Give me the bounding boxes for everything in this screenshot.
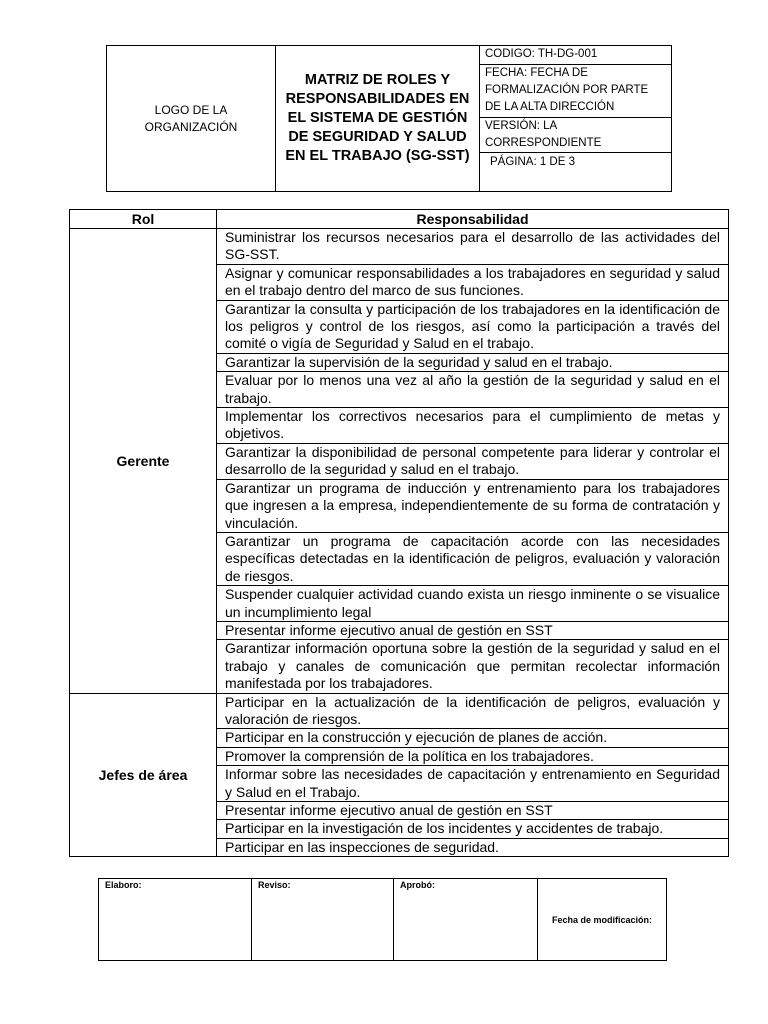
roles-table-body bbox=[70, 229, 729, 857]
responsibility-cell: Suspender cualquier actividad cuando exista un riesgo inminente o se visualice un incumplimiento legal bbox=[217, 586, 729, 622]
responsibility-cell: Presentar informe ejecutivo anual de gestión en SST bbox=[217, 621, 729, 639]
document-header bbox=[106, 45, 672, 192]
codigo-field: CODIGO: TH-DG-001 bbox=[480, 46, 672, 65]
responsibility-cell: Garantizar un programa de capacitación acorde con las necesidades específicas detectadas en la identificación de peligros, evaluación y valoración de riesgos. bbox=[217, 532, 729, 585]
fecha-field: FECHA: FECHA DE FORMALIZACIÓN POR PARTE DE LA ALTA DIRECCIÓN bbox=[480, 65, 672, 118]
responsibility-cell: Presentar informe ejecutivo anual de gestión en SST bbox=[217, 802, 729, 820]
responsibility-cell: Asignar y comunicar responsabilidades a los trabajadores en seguridad y salud en el trabajo dentro del marco de sus funciones. bbox=[217, 264, 729, 300]
role-cell: Gerente bbox=[70, 229, 217, 694]
responsibility-cell: Garantizar información oportuna sobre la gestión de la seguridad y salud en el trabajo y canales de comunicación que permitan recolectar información manifestada por los trabajadores. bbox=[217, 640, 729, 693]
document-title: MATRIZ DE ROLES Y RESPONSABILIDADES EN EL SISTEMA DE GESTIÓN DE SEGURIDAD Y SALUD EN EL TRABAJO (SG-SST) bbox=[276, 46, 480, 192]
responsibility-cell: Participar en la construcción y ejecución de planes de acción. bbox=[217, 729, 729, 747]
table-header-row bbox=[70, 210, 729, 229]
responsibility-cell: Garantizar la disponibilidad de personal competente para liderar y controlar el desarrollo de la seguridad y salud en el trabajo. bbox=[217, 443, 729, 479]
logo-placeholder: LOGO DE LA ORGANIZACIÓN bbox=[107, 46, 276, 192]
responsibility-cell: Participar en la investigación de los incidentes y accidentes de trabajo. bbox=[217, 820, 729, 838]
responsibility-cell: Garantizar la supervisión de la seguridad y salud en el trabajo. bbox=[217, 353, 729, 371]
column-header-responsabilidad: Responsabilidad bbox=[217, 210, 729, 229]
responsibility-cell: Garantizar la consulta y participación de los trabajadores en la identificación de los peligros y control de los riesgos, así como la participación a través del comité o vigía de Seguridad y Salud en el trabajo. bbox=[217, 300, 729, 353]
role-cell: Jefes de área bbox=[70, 693, 217, 857]
elaboro-cell: Elaboro: bbox=[99, 879, 252, 961]
responsibility-cell: Implementar los correctivos necesarios para el cumplimiento de metas y objetivos. bbox=[217, 408, 729, 444]
responsibility-cell: Garantizar un programa de inducción y entrenamiento para los trabajadores que ingresen a la empresa, independientemente de su forma de contratación y vinculación. bbox=[217, 479, 729, 532]
responsibility-cell: Participar en la actualización de la identificación de peligros, evaluación y valoración de riesgos. bbox=[217, 693, 729, 729]
responsibility-cell: Informar sobre las necesidades de capacitación y entrenamiento en Seguridad y Salud en el Trabajo. bbox=[217, 766, 729, 802]
aprobo-cell: Aprobó: bbox=[394, 879, 538, 961]
column-header-rol: Rol bbox=[70, 210, 217, 229]
reviso-cell: Reviso: bbox=[252, 879, 394, 961]
pagina-field: PÁGINA: 1 DE 3 bbox=[480, 153, 672, 192]
table-row bbox=[70, 229, 729, 265]
version-field: VERSIÓN: LA CORRESPONDIENTE bbox=[480, 118, 672, 153]
roles-table bbox=[69, 209, 729, 857]
responsibility-cell: Suministrar los recursos necesarios para el desarrollo de las actividades del SG-SST. bbox=[217, 229, 729, 265]
fecha-modificacion-cell: Fecha de modificación: bbox=[538, 879, 667, 961]
responsibility-cell: Promover la comprensión de la política en los trabajadores. bbox=[217, 747, 729, 765]
responsibility-cell: Evaluar por lo menos una vez al año la gestión de la seguridad y salud en el trabajo. bbox=[217, 372, 729, 408]
responsibility-cell: Participar en las inspecciones de seguridad. bbox=[217, 838, 729, 856]
table-row bbox=[70, 693, 729, 729]
signoff-footer bbox=[98, 878, 667, 961]
